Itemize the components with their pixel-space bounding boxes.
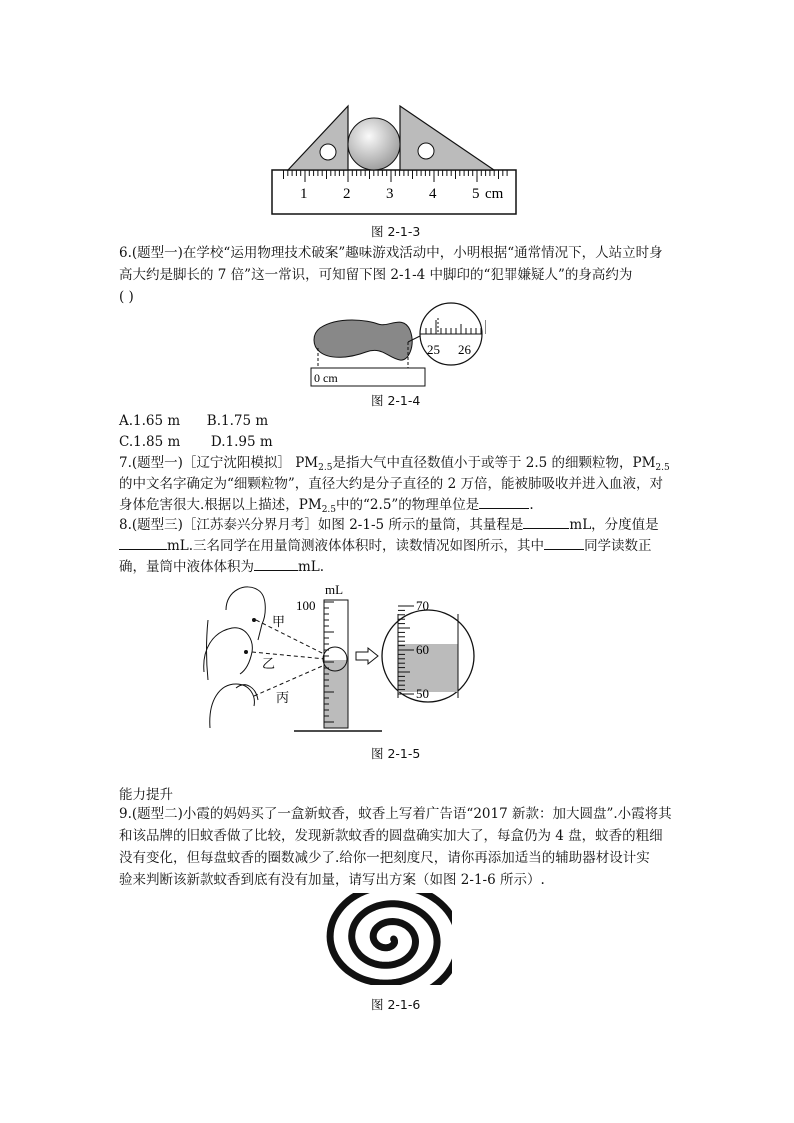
question-9-line: 没有变化，但每盘蚊香的圈数减少了.给你一把刻度尺，请你再添加适当的辅助器材设计实: [119, 850, 650, 866]
svg-text:丙: 丙: [276, 690, 290, 705]
question-8-line: mL.三名同学在用量筒测液体体积时，读数情况如图所示，其中 同学读数正: [119, 535, 679, 557]
svg-text:乙: 乙: [262, 656, 276, 671]
figure-2-1-3: [268, 100, 520, 218]
section-heading: 能力提升: [119, 787, 173, 803]
question-7-line: 的中文名字确定为“细颗粒物”，直径大约是分子直径的 2 万倍，能被肺吸收并进入血液，对: [119, 476, 663, 492]
answer-blank[interactable]: [544, 535, 584, 550]
ruler-number: 1: [300, 186, 308, 202]
svg-text:70: 70: [416, 598, 429, 613]
question-7-line: 7.(题型一)［辽宁沈阳模拟］ $PM_{2.5}$是指大气中直径数值小于或等于 2.5 的细颗粒物，$PM_{2.5}$: [119, 455, 670, 473]
figure-2-1-4: [308, 302, 486, 390]
answer-blank[interactable]: [254, 556, 298, 571]
question-9-line: 和该品牌的旧蚊香做了比较，发现新款蚊香的圆盘确实加大了，每盒仍为 4 盘，蚊香的粗细: [119, 828, 663, 844]
ruler-unit: cm: [485, 186, 504, 202]
question-6-line: 高大约是脚长的 7 倍”这一常识，可知留下图 2-1-4 中脚印的“犯罪嫌疑人”的身高约为: [119, 267, 633, 283]
figure-caption: 图 2-1-6: [371, 997, 421, 1012]
figure-caption: 图 2-1-5: [371, 746, 421, 761]
answer-blank[interactable]: [479, 494, 529, 509]
ruler-number: 5: [472, 186, 480, 202]
figure-caption: 图 2-1-3: [371, 224, 421, 239]
option-a[interactable]: A.1.65 m: [119, 413, 181, 429]
figure-2-1-5: [196, 580, 476, 738]
answer-blank[interactable]: [523, 514, 569, 529]
answer-blank[interactable]: [119, 535, 167, 550]
svg-text:100: 100: [296, 598, 316, 613]
svg-text:mL: mL: [325, 582, 344, 597]
option-d[interactable]: D.1.95 m: [210, 434, 273, 450]
ruler-number: 2: [343, 186, 351, 202]
ruler-number: 3: [386, 186, 394, 202]
svg-text:60: 60: [416, 642, 429, 657]
figure-2-1-6: [326, 893, 452, 985]
answer-bracket: ( ): [119, 289, 134, 305]
figure-caption: 图 2-1-4: [371, 393, 421, 408]
question-9-line: 验来判断该新款蚊香到底有没有加量，请写出方案（如图 2-1-6 所示）.: [119, 872, 545, 888]
ruler-number: 4: [429, 186, 437, 202]
ruler-zero-label: 0 cm: [314, 371, 338, 385]
svg-text:26: 26: [458, 342, 471, 357]
svg-text:甲: 甲: [272, 614, 286, 629]
question-8-line: 8.(题型三)［江苏泰兴分界月考］如图 2-1-5 所示的量筒，其量程是 mL，分度值是: [119, 514, 679, 536]
option-b[interactable]: B.1.75 m: [206, 413, 269, 429]
question-8-line: 确，量筒中液体体积为 mL.: [119, 556, 679, 578]
option-c[interactable]: C.1.85 m: [119, 434, 181, 450]
svg-text:50: 50: [416, 686, 429, 701]
question-6-line: 6.(题型一)在学校“运用物理技术破案”趣味游戏活动中，小明根据“通常情况下，人站立时身: [119, 245, 663, 261]
svg-text:25: 25: [427, 342, 440, 357]
question-7-line: 身体危害很大.根据以上描述，$PM_{2.5}$中的“2.5”的物理单位是 .: [119, 494, 679, 521]
question-9-line: 9.(题型二)小霞的妈妈买了一盒新蚊香，蚊香上写着广告语“2017 新款：加大圆盘”.小霞将其: [119, 806, 672, 822]
